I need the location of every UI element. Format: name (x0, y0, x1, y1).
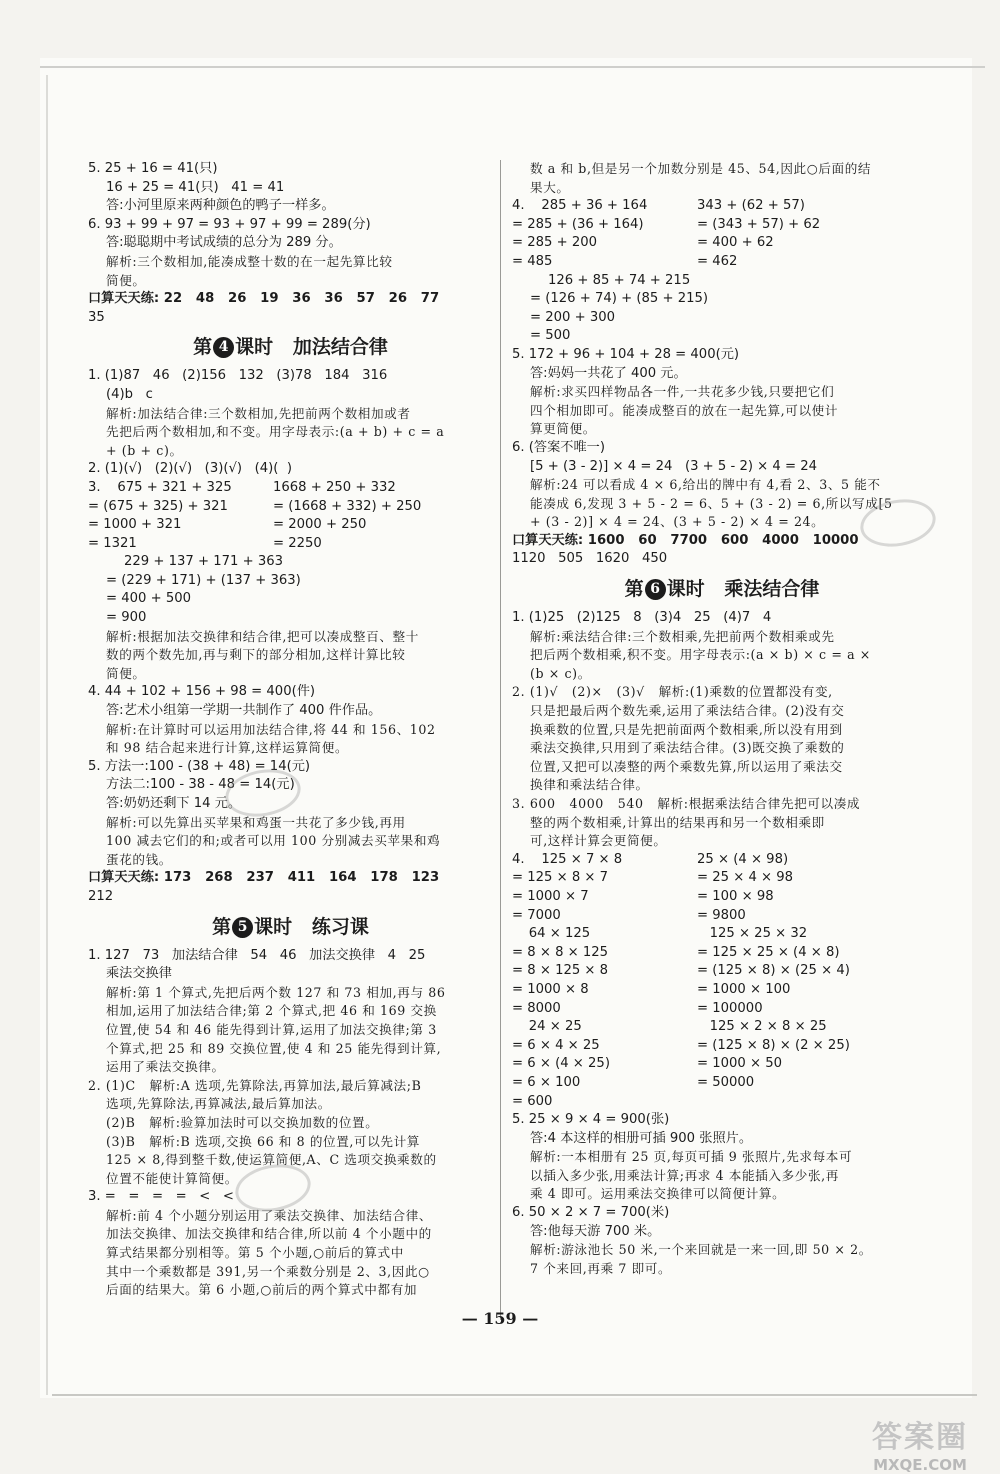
lesson-heading (512, 569, 932, 609)
calc-step: = 100 × 98 (697, 888, 774, 904)
text-line: 6. 50 × 2 × 7 = 700(米) (512, 1205, 670, 1221)
text-line: + (b + c)。 (106, 442, 183, 458)
text-line: 答:他每天游 700 米。 (530, 1223, 661, 1239)
text-line: 后面的结果大。第 6 小题,○前后的两个算式中都有加 (106, 1282, 418, 1298)
lesson-heading (88, 907, 493, 947)
text-line: [5 + (3 - 2)] × 4 = 24 (3 + 5 - 2) × 4 = 24 (530, 458, 818, 474)
text-line: 果大。 (530, 179, 570, 195)
calc-step: = 100000 (697, 1000, 763, 1016)
text-line: 2. (1)√ (2)× (3)√ 解析:(1)乘数的位置都没有变, (512, 684, 833, 700)
text-line: 简便。 (106, 272, 146, 288)
text-line: 运用了乘法交换律。 (106, 1059, 225, 1075)
lesson-heading (88, 327, 493, 367)
text-line: 数 a 和 b,但是另一个加数分别是 45、54,因此○后面的结 (530, 161, 872, 176)
calc-step: = (125 × 8) × (2 × 25) (697, 1037, 850, 1053)
text-line: 100 减去它们的和;或者可以用 100 分别减去买苹果和鸡 (106, 833, 441, 849)
text-line: 方法二:100 - 38 - 48 = 14(元) (106, 777, 295, 793)
text-line: 能凑成 6,发现 3 + 5 - 2 = 6、5 + (3 - 2) = 6,所以写成[5 (530, 495, 893, 511)
text-line: 5. 25 + 16 = 41(只) (88, 161, 218, 176)
text-line: 四个相加即可。能凑成整百的放在一起先算,可以使计 (530, 402, 839, 418)
kousuan-line: 口算天天练: 22 48 26 19 36 36 57 26 77 (88, 291, 440, 307)
text-line: 答:小河里原来两种颜色的鸭子一样多。 (106, 198, 335, 214)
calc-step: = 2250 (273, 535, 322, 551)
calc-step: = 125 × 8 × 7 (512, 870, 609, 886)
text-line: 解析:在计算时可以运用加法结合律,将 44 和 156、102 (106, 721, 436, 737)
text-line: 其中一个乘数都是 391,另一个乘数分别是 2、3,因此○ (106, 1263, 430, 1279)
watermark-url: MXQE.COM (873, 1456, 967, 1474)
calc-step: = 50000 (697, 1074, 755, 1090)
heading-prefix: 第 (624, 578, 644, 601)
calc-step: = 1000 + 321 (88, 517, 182, 533)
calc-step: = 125 × 25 × (4 × 8) (697, 944, 840, 960)
text-line: (3)B 解析:B 选项,交换 66 和 8 的位置,可以先计算 (106, 1133, 420, 1149)
text-line: 解析:游泳池长 50 米,一个来回就是一来一回,即 50 × 2。 (530, 1242, 872, 1258)
heading-title: 课时 加法结合律 (235, 336, 388, 359)
calc-step: = 8 × 8 × 125 (512, 944, 609, 960)
text-line: 换乘数的位置,只是先把前面两个数相乘,所以没有用到 (530, 721, 843, 737)
text-line: 1120 505 1620 450 (512, 551, 668, 567)
calc-step: = 485 (512, 253, 553, 269)
site-watermark (855, 1412, 985, 1474)
text-line: 算式结果都分别相等。第 5 个小题,○前后的算式中 (106, 1245, 404, 1261)
calc-step: = 285 + (36 + 164) (512, 216, 644, 232)
kousuan-line: 口算天天练: 173 268 237 411 164 178 123 (88, 870, 440, 886)
text-line: 5. 172 + 96 + 104 + 28 = 400(元) (512, 346, 740, 362)
calc-step: 125 × 2 × 8 × 25 (697, 1019, 827, 1035)
text-line: 6. 93 + 99 + 97 = 93 + 97 + 99 = 289(分) (88, 216, 371, 232)
calc-step: = 8000 (512, 1000, 561, 1016)
text-line: = 400 + 500 (106, 591, 192, 607)
lesson-number-badge: 6 (645, 579, 666, 600)
calc-step: = 25 × 4 × 98 (697, 870, 794, 886)
calc-step: = 1321 (88, 535, 137, 551)
calc-step: = 9800 (697, 907, 746, 923)
text-line: 解析:24 可以看成 4 × 6,给出的牌中有 4,看 2、3、5 能不 (530, 477, 881, 493)
text-line: 2. (1)(√) (2)(√) (3)(√) (4)( ) (88, 461, 292, 477)
text-line: 答:4 本这样的相册可插 900 张照片。 (530, 1130, 753, 1146)
text-line: 解析:前 4 个小题分别运用了乘法交换律、加法结合律、 (106, 1207, 433, 1223)
text-line: 乘法交换律,只用到了乘法结合律。(3)既交换了乘数的 (530, 740, 845, 756)
calc-step: = 6 × (4 × 25) (512, 1056, 610, 1072)
text-line: 3. = = = = < < (88, 1189, 234, 1205)
calc-step: = 600 (512, 1093, 553, 1109)
calc-step: = 6 × 100 (512, 1074, 581, 1090)
text-line: 个算式,把 25 和 89 交换位置,使 4 和 25 能先得到计算, (106, 1040, 442, 1056)
text-line: 答:妈妈一共花了 400 元。 (530, 365, 687, 381)
text-line: 简便。 (106, 665, 146, 681)
calc-step: 125 × 25 × 32 (697, 926, 808, 942)
text-line: 229 + 137 + 171 + 363 (124, 554, 283, 570)
text-line: 加法交换律、加法交换律和结合律,所以前 4 个小题中的 (106, 1226, 432, 1242)
text-line: 答:艺术小组第一学期一共制作了 400 件作品。 (106, 703, 382, 719)
text-line: 解析:求买四样物品各一件,一共花多少钱,只要把它们 (530, 384, 835, 400)
calc-step: = 1000 × 100 (697, 981, 791, 997)
calculation-block (512, 851, 932, 1111)
text-line: 解析:第 1 个算式,先把后两个数 127 和 73 相加,再与 86 (106, 984, 446, 1000)
text-line: 位置,使 54 和 46 能先得到计算,运用了加法交换律;第 3 (106, 1021, 437, 1037)
text-line: 212 (88, 888, 114, 904)
calc-step: 343 + (62 + 57) (697, 198, 805, 214)
text-line: 答:聪聪期中考试成绩的总分为 289 分。 (106, 235, 342, 251)
text-line: 3. 600 4000 540 解析:根据乘法结合律先把可以凑成 (512, 796, 861, 811)
calc-step: = (675 + 325) + 321 (88, 498, 228, 514)
text-line: 解析:加法结合律:三个数相加,先把前两个数相加或者 (106, 405, 411, 421)
calc-step: = (343 + 57) + 62 (697, 216, 821, 232)
text-line: 乘 4 即可。运用乘法交换律可以简便计算。 (530, 1186, 786, 1202)
text-line: 选项,先算除法,再算减法,最后算加法。 (106, 1096, 331, 1112)
text-line: 位置不能使计算简便。 (106, 1170, 238, 1186)
text-line: 和 98 结合起来进行计算,这样运算简便。 (106, 740, 349, 756)
text-line: 换律和乘法结合律。 (530, 777, 649, 793)
binding-edge (46, 75, 48, 1395)
text-line: = (126 + 74) + (85 + 215) (530, 291, 709, 307)
text-line: 1. (1)87 46 (2)156 132 (3)78 184 316 (88, 368, 388, 384)
calc-step: 3. 675 + 321 + 325 (88, 479, 232, 495)
text-line: 35 (88, 309, 105, 325)
text-line: 算更简便。 (530, 421, 596, 437)
watermark-logo: 答案圈 (872, 1420, 968, 1455)
text-line: 6. (答案不唯一) (512, 439, 606, 455)
text-line: 数的两个数先加,再与剩下的部分相加,这样计算比较 (106, 647, 406, 663)
text-line: = 200 + 300 (530, 309, 616, 325)
calc-step (697, 1093, 850, 1112)
calc-step: = 400 + 62 (697, 235, 774, 251)
text-line: 4. 44 + 102 + 156 + 98 = 400(件) (88, 684, 316, 700)
calculation-block (88, 479, 493, 553)
text-line: 1. (1)25 (2)125 8 (3)4 25 (4)7 4 (512, 610, 772, 626)
calc-step: 24 × 25 (512, 1019, 582, 1035)
calc-step: 64 × 125 (512, 926, 591, 942)
heading-title: 课时 乘法结合律 (666, 578, 820, 601)
text-line: 以插入多少张,用乘法计算;再求 4 本能插入多少张,再 (530, 1167, 839, 1183)
calc-step: 1668 + 250 + 332 (273, 479, 396, 495)
calc-step: = 462 (697, 253, 738, 269)
kousuan-line: 口算天天练: 1600 60 7700 600 4000 10000 (512, 532, 859, 548)
text-line: 解析:一本相册有 25 页,每页可插 9 张照片,先求每本可 (530, 1149, 853, 1165)
text-line: 位置,又把可以凑整的两个乘数先算,所以运用了乘法交 (530, 758, 843, 774)
calc-step: = 6 × 4 × 25 (512, 1037, 600, 1053)
calc-step: = 7000 (512, 907, 561, 923)
heading-prefix: 第 (212, 915, 232, 938)
text-line: 只是把最后两个数先乘,运用了乘法结合律。(2)没有交 (530, 703, 845, 719)
right-column (512, 160, 932, 1278)
text-line: 解析:三个数相加,能凑成整十数的在一起先算比较 (106, 253, 393, 269)
heading-prefix: 第 (193, 336, 213, 359)
column-divider (500, 160, 501, 1320)
calc-step: = 8 × 125 × 8 (512, 963, 609, 979)
calc-step: = 1000 × 50 (697, 1056, 783, 1072)
text-line: 可,这样计算会更简便。 (530, 833, 667, 849)
text-line: 答:奶奶还剩下 14 元。 (106, 796, 242, 811)
text-line: = 900 (106, 610, 147, 626)
text-line: 乘法交换律 (106, 966, 172, 982)
top-rule (40, 66, 985, 68)
text-line: 16 + 25 = 41(只) 41 = 41 (106, 179, 285, 195)
calc-step: = 285 + 200 (512, 235, 598, 251)
calc-step: 4. 285 + 36 + 164 (512, 198, 648, 214)
calculation-block (512, 197, 932, 271)
text-line: 解析:可以先算出买苹果和鸡蛋一共花了多少钱,再用 (106, 814, 406, 830)
text-line: 2. (1)C 解析:A 选项,先算除法,再算加法,最后算减法;B (88, 1077, 422, 1093)
bottom-rule (52, 1394, 977, 1396)
lesson-number-badge: 5 (232, 917, 253, 938)
text-line: 把后两个数相乘,积不变。用字母表示:(a × b) × c = a × (530, 647, 871, 663)
text-line: = 500 (530, 328, 571, 344)
calc-step: = 1000 × 7 (512, 888, 589, 904)
text-line: 1. 127 73 加法结合律 54 46 加法交换律 4 25 (88, 947, 426, 963)
text-line: 5. 25 × 9 × 4 = 900(张) (512, 1112, 670, 1128)
lesson-number-badge: 4 (213, 337, 234, 358)
text-line: (4)b c (106, 386, 153, 402)
text-line: 先把后两个数相加,和不变。用字母表示:(a + b) + c = a (106, 424, 445, 440)
text-line: 7 个来回,再乘 7 即可。 (530, 1260, 672, 1276)
text-line: = (229 + 171) + (137 + 363) (106, 572, 301, 588)
text-line: (b × c)。 (530, 665, 591, 681)
page-number: — 159 — (461, 1309, 539, 1328)
calc-step: = (125 × 8) × (25 × 4) (697, 963, 850, 979)
text-line: 蛋花的钱。 (106, 851, 172, 867)
text-line: + (3 - 2)] × 4 = 24、(3 + 5 - 2) × 4 = 24。 (530, 514, 825, 530)
text-line: 整的两个数相乘,计算出的结果再和另一个数相乘即 (530, 814, 825, 830)
calc-step: = 1000 × 8 (512, 981, 589, 997)
calc-step: 25 × (4 × 98) (697, 851, 789, 867)
text-line: 相加,运用了加法结合律;第 2 个算式,把 46 和 169 交换 (106, 1003, 437, 1019)
text-line: 解析:根据加法交换律和结合律,把可以凑成整百、整十 (106, 628, 419, 644)
left-column (88, 160, 493, 1300)
calc-step: 4. 125 × 7 × 8 (512, 851, 623, 867)
text-line: 126 + 85 + 74 + 215 (548, 272, 691, 288)
text-line: 125 × 8,得到整千数,使运算简便,A、C 选项交换乘数的 (106, 1152, 437, 1168)
text-line: 解析:乘法结合律:三个数相乘,先把前两个数相乘或先 (530, 628, 835, 644)
text-line: (2)B 解析:验算加法时可以交换加数的位置。 (106, 1114, 379, 1130)
calc-step: = (1668 + 332) + 250 (273, 498, 422, 514)
text-line: 5. 方法一:100 - (38 + 48) = 14(元) (88, 758, 311, 774)
heading-title: 课时 练习课 (254, 915, 369, 938)
calc-step: = 2000 + 250 (273, 517, 367, 533)
